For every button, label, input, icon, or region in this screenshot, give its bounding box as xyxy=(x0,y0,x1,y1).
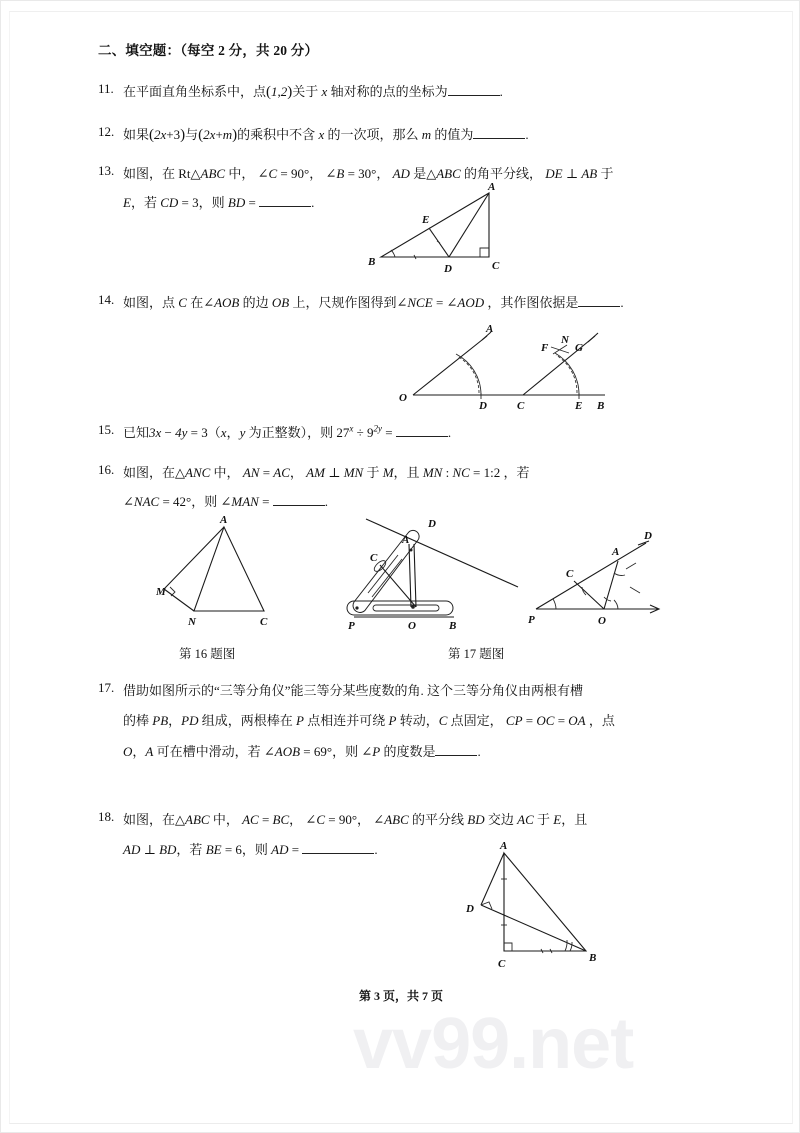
svg-text:A: A xyxy=(486,323,494,335)
svg-text:D: D xyxy=(644,530,652,542)
question-18-line-2: AD ⊥ BD，若 BE = 6，则 AD = . xyxy=(123,842,378,857)
figure-q18 xyxy=(446,839,616,974)
svg-text:O: O xyxy=(408,620,416,629)
svg-text:E: E xyxy=(575,400,583,412)
svg-text:F: F xyxy=(541,342,549,354)
svg-text:B: B xyxy=(589,952,597,964)
figure-q17-left xyxy=(346,509,521,629)
svg-text:A: A xyxy=(220,514,228,526)
svg-text:P: P xyxy=(528,614,535,626)
svg-text:G: G xyxy=(575,342,583,354)
answer-blank-18 xyxy=(302,853,374,854)
figure-q14 xyxy=(383,323,683,413)
question-17-line-2: 的棒 PB，PD 组成，两根棒在 P 点相连并可绕 P 转动，C 点固定， CP = OC = OA ，点 xyxy=(123,713,615,728)
question-18-line-1: 如图，在△ABC 中， AC = BC， ∠C = 90°， ∠ABC 的平分线 BD 交边 AC 于 E，且 xyxy=(123,812,588,827)
svg-text:A: A xyxy=(488,181,496,193)
svg-text:P: P xyxy=(348,620,355,629)
svg-text:N: N xyxy=(188,616,196,628)
svg-text:C: C xyxy=(517,400,525,412)
question-number-18: 18. xyxy=(98,809,115,824)
svg-text:D: D xyxy=(466,903,474,915)
question-16-line-2: ∠NAC = 42°，则 ∠MAN = . xyxy=(123,494,328,509)
svg-text:B: B xyxy=(597,400,605,412)
svg-text:A: A xyxy=(402,534,410,546)
question-11-line-1: 在平面直角坐标系中，点(1,2)关于 x 轴对称的点的坐标为 . xyxy=(123,84,503,100)
svg-text:C: C xyxy=(370,552,378,564)
question-number-13: 13. xyxy=(98,163,115,178)
watermark: vv99.net xyxy=(353,1004,634,1084)
svg-text:C: C xyxy=(492,260,500,272)
svg-text:E: E xyxy=(422,214,430,226)
answer-blank-17 xyxy=(435,755,477,756)
svg-text:M: M xyxy=(156,586,166,598)
figure-caption-16: 第 16 题图 xyxy=(179,647,236,661)
svg-text:C: C xyxy=(566,568,574,580)
question-number-16: 16. xyxy=(98,462,115,477)
question-number-14: 14. xyxy=(98,292,115,307)
question-13-line-2: E，若 CD = 3，则 BD = . xyxy=(123,195,315,210)
question-15-line-1: 已知3x − 4y = 3（x，y 为正整数），则 $27^x \div 9^{2y}$ = . xyxy=(123,423,452,440)
answer-blank-13 xyxy=(259,206,311,207)
question-number-17: 17. xyxy=(98,680,115,695)
svg-text:N: N xyxy=(561,334,569,346)
svg-text:C: C xyxy=(498,958,506,970)
question-13-line-1: 如图，在 Rt△ABC 中， ∠C = 90°， ∠B = 30°， AD 是△ABC 的角平分线， DE ⊥ AB 于 xyxy=(123,166,614,181)
answer-blank-12 xyxy=(473,138,525,139)
question-17-line-1: 借助如图所示的“三等分角仪”能三等分某些度数的角. 这个三等分角仪由两根有槽 xyxy=(123,683,584,698)
question-17-line-3: O，A 可在槽中滑动，若 ∠AOB = 69°，则 ∠P 的度数是 . xyxy=(123,744,481,759)
svg-text:B: B xyxy=(368,256,376,268)
page-footer: 第 3 页，共 7 页 xyxy=(358,989,443,1003)
question-number-12: 12. xyxy=(98,124,115,139)
svg-text:O: O xyxy=(598,615,606,627)
answer-blank-14 xyxy=(578,306,620,307)
section-title: 二、填空题：（每空 2 分，共 20 分） xyxy=(98,43,319,58)
svg-text:O: O xyxy=(399,392,407,404)
answer-blank-16 xyxy=(273,505,325,506)
figure-caption-17: 第 17 题图 xyxy=(448,647,505,661)
svg-text:A: A xyxy=(612,546,620,558)
page-content xyxy=(1,1,800,1133)
figure-q17-right xyxy=(526,521,676,629)
svg-text:A: A xyxy=(500,840,508,852)
answer-blank-11 xyxy=(448,95,500,96)
question-number-15: 15. xyxy=(98,422,115,437)
figure-q13 xyxy=(359,181,529,276)
svg-text:D: D xyxy=(444,263,452,275)
svg-text:D: D xyxy=(428,518,436,530)
question-14-line-1: 如图，点 C 在∠AOB 的边 OB 上，尺规作图得到∠NCE = ∠AOD ，其作图依据是 . xyxy=(123,295,624,310)
svg-text:C: C xyxy=(260,616,268,628)
question-12-line-1: 如果(2x+3)与(2x+m)的乘积中不含 x 的一次项，那么 m 的值为 . xyxy=(123,127,529,143)
answer-blank-15 xyxy=(396,436,448,437)
question-number-11: 11. xyxy=(98,81,114,96)
question-16-line-1: 如图，在△ANC 中， AN = AC， AM ⊥ MN 于 M，且 MN : NC = 1:2 ，若 xyxy=(123,465,530,480)
figure-q16 xyxy=(156,513,346,633)
svg-text:D: D xyxy=(479,400,487,412)
svg-text:B: B xyxy=(449,620,457,629)
